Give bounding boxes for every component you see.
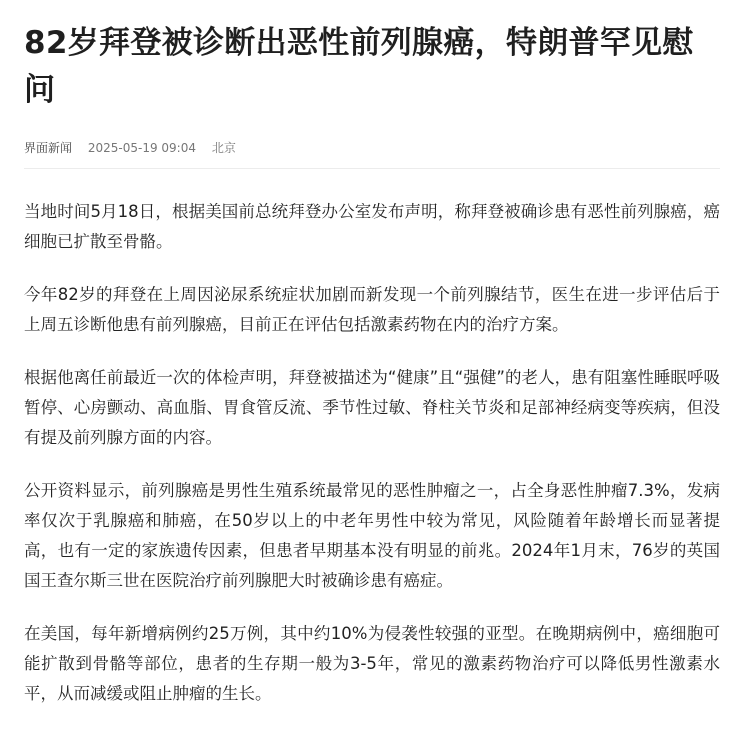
divider: [24, 168, 720, 169]
article-title: 82岁拜登被诊断出恶性前列腺癌，特朗普罕见慰问: [24, 25, 694, 108]
paragraph-3: 根据他离任前最近一次的体检声明，拜登被描述为“健康”且“强健”的老人，患有阻塞性睡眠呼吸暂停、心房颤动、高血脂、胃食管反流、季节性过敏、脊柱关节炎和足部神经病变等疾病，但没有提及前列腺方面的内容。: [24, 368, 720, 447]
paragraph-2: 今年82岁的拜登在上周因泌尿系统症状加剧而新发现一个前列腺结节，医生在进一步评估后于上周五诊断他患有前列腺癌，目前正在评估包括激素药物在内的治疗方案。: [24, 285, 720, 334]
article-meta: [24, 139, 720, 157]
paragraph-1: 当地时间5月18日，根据美国前总统拜登办公室发布声明，称拜登被确诊患有恶性前列腺癌，癌细胞已扩散至骨骼。: [24, 202, 720, 251]
paragraph-4: 公开资料显示，前列腺癌是男性生殖系统最常见的恶性肿瘤之一，占全身恶性肿瘤7.3%，发病率仅次于乳腺癌和肺癌，在50岁以上的中老年男性中较为常见，风险随着年龄增长而显著提高，也有一定的家族遗传因素，但患者早期基本没有明显的前兆。2024年1月末，76岁的英国国王查尔斯三世在医院治疗前列腺肥大时被确诊患有癌症。: [24, 481, 720, 590]
publish-datetime: 2025-05-19 09:04: [87, 141, 196, 155]
source-link[interactable]: 界面新闻: [24, 141, 73, 155]
paragraph-5: 在美国，每年新增病例约25万例，其中约10%为侵袭性较强的亚型。在晚期病例中，癌细胞可能扩散到骨骼等部位，患者的生存期一般为3-5年，常见的激素药物治疗可以降低男性激素水平，从而减缓或阻止肿瘤的生长。: [24, 624, 720, 703]
article-body: [24, 197, 720, 709]
article: [24, 20, 720, 732]
publish-location: 北京: [211, 141, 236, 155]
